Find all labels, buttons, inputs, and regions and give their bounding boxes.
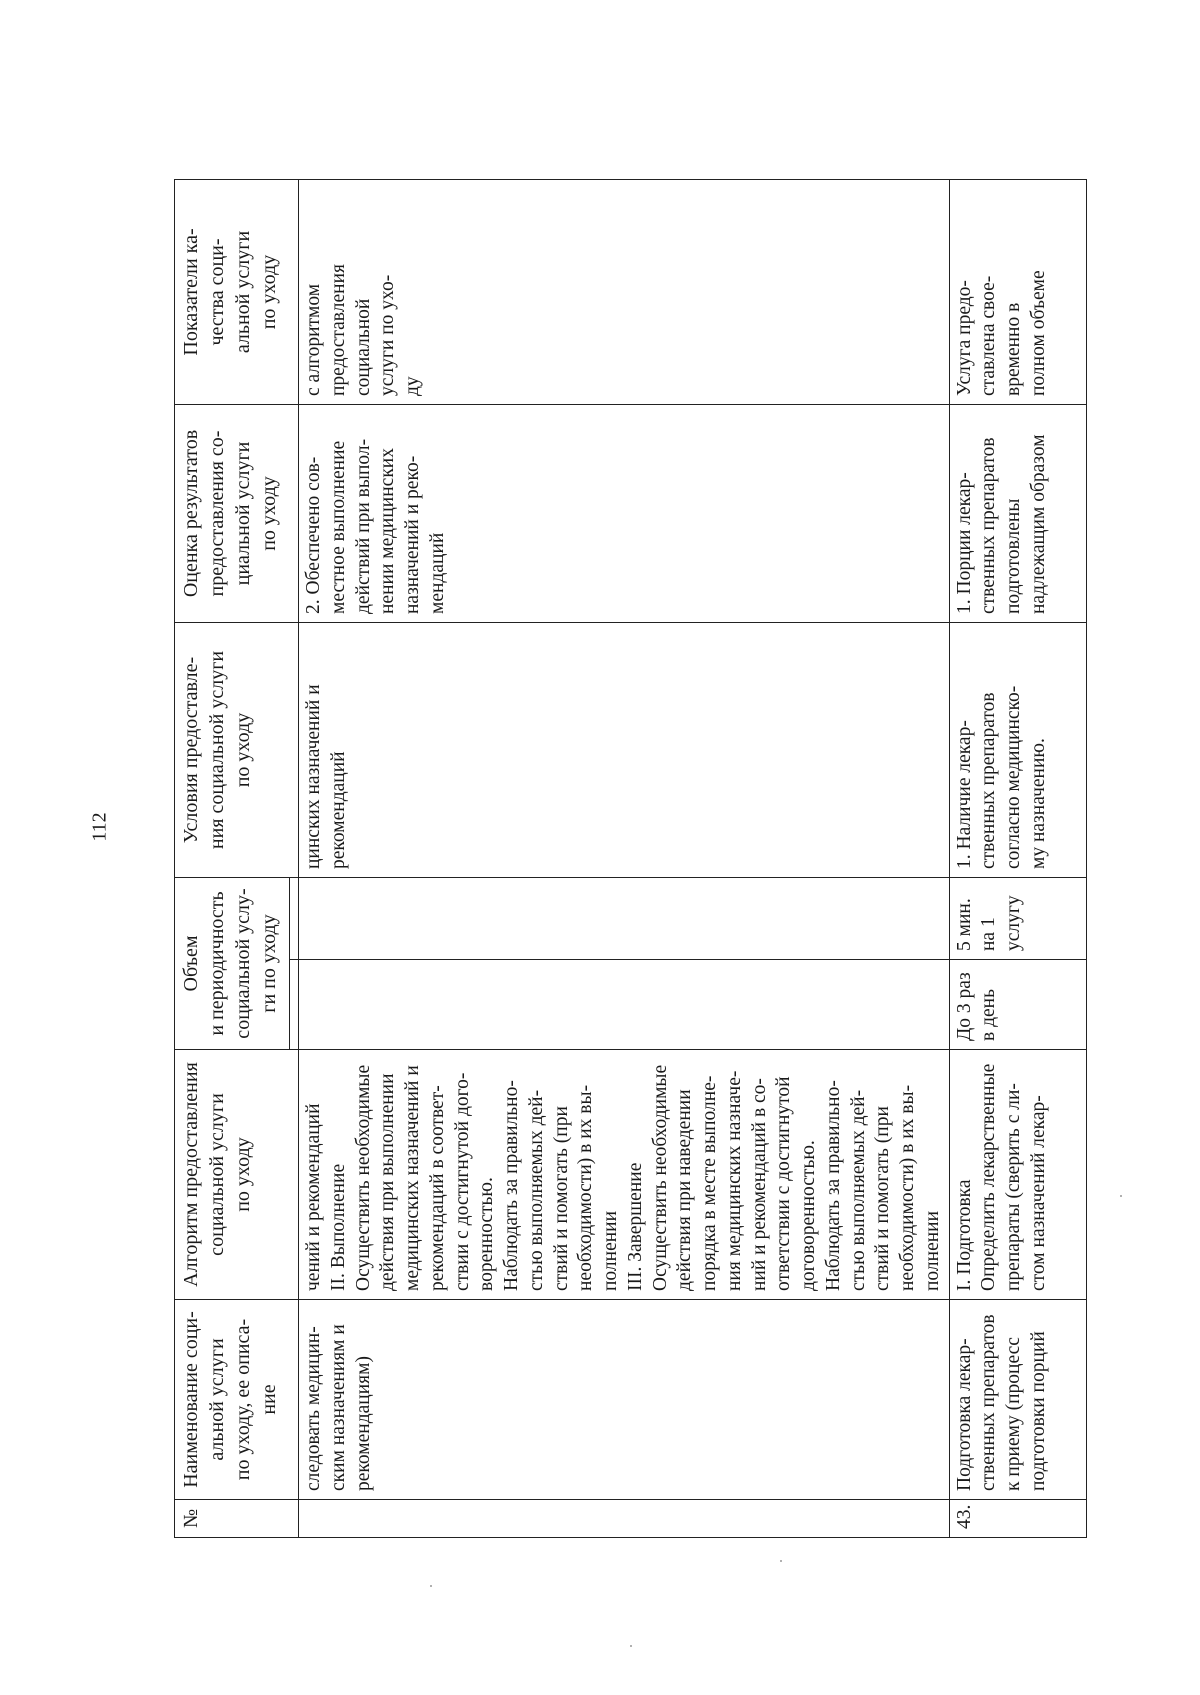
text-line: договоренностью. [798, 1140, 819, 1291]
text-line: циальной услуги [232, 441, 254, 586]
text-line: на 1 [978, 917, 1000, 951]
text-line: стом назначений лекар- [1027, 1095, 1049, 1291]
text-line: по уходу [258, 476, 280, 551]
text-line: альной услуги [232, 230, 254, 354]
text-line: с алгоритмом [303, 283, 324, 396]
cell-results [299, 405, 950, 623]
text-line: социальной [352, 298, 374, 396]
text-line: стью выполняемых дей- [525, 1089, 547, 1291]
text-line: действия при наведении [674, 1089, 696, 1291]
text-line: ственных препаратов [978, 1314, 1000, 1491]
cell-quality [949, 180, 1086, 405]
service-table [174, 179, 1087, 1538]
text-line: услугу [1003, 895, 1024, 951]
header-results [175, 405, 299, 623]
text-line: подготовки порций [1027, 1331, 1049, 1491]
text-line: надлежащим образом [1027, 434, 1049, 614]
header-quality [175, 180, 299, 405]
text-line: временно в [1003, 302, 1024, 396]
page-number: 112 [88, 812, 111, 842]
text-line: ния социальной услуги [206, 650, 228, 850]
text-line: 1. Порции лекар- [953, 472, 975, 614]
text-line: ги по уходу [258, 914, 280, 1013]
text-line: 43. [953, 1504, 975, 1529]
text-line: ставлена свое- [978, 275, 1000, 396]
text-line: Наблюдать за правильно- [501, 1080, 522, 1291]
text-line: ствии с достигнутой дого- [451, 1072, 473, 1291]
text-line: До 3 раз [953, 972, 975, 1041]
text-line: услуги по ухо- [377, 274, 399, 396]
cell-num [299, 1500, 950, 1538]
text-line: ственных препаратов [978, 437, 1000, 614]
text-line: Осуществить необходимые [352, 1064, 374, 1291]
text-line: Определить лекарственные [978, 1063, 1000, 1291]
text-line: медицинских назначений и [402, 1065, 423, 1291]
table-row-continued [299, 180, 950, 1538]
text-line: стью выполняемых дей- [847, 1089, 869, 1291]
text-line: и периодичность [206, 891, 228, 1036]
scan-speck [780, 1560, 782, 1562]
text-line: Алгоритм предоставления [180, 1062, 202, 1287]
text-line: Наблюдать за правильно- [822, 1080, 844, 1291]
scan-speck [430, 1585, 432, 1587]
cell-num [949, 1500, 1086, 1538]
scan-speck [630, 1645, 632, 1647]
text-line: нении медицинских [377, 448, 399, 614]
text-line: 5 мин. [953, 898, 975, 951]
text-line: воренностью. [476, 1177, 498, 1291]
text-line: Осуществить необходимые [649, 1064, 671, 1291]
cell-conditions [299, 623, 950, 878]
text-line: порядка в месте выполне- [699, 1075, 720, 1291]
text-line: ду [402, 376, 423, 396]
text-line: по уходу [232, 712, 254, 788]
cell-algorithm [299, 1050, 950, 1300]
text-line: ответствии с достигнутой [773, 1076, 795, 1291]
header-algorithm [175, 1050, 299, 1300]
text-line: Оценка результатов [180, 429, 202, 598]
header-row [175, 180, 290, 1538]
cell-volume-a [299, 960, 950, 1050]
text-line: I. Подготовка [953, 1179, 975, 1291]
text-line: ствий и помогать (при [872, 1106, 894, 1291]
text-line: действия при выполнении [377, 1073, 399, 1291]
volume-subheader-b [290, 878, 299, 960]
text-line: чений и рекомендаций [303, 1103, 324, 1291]
text-line: му назначению. [1027, 738, 1049, 869]
text-line: ния медицинских назначе- [723, 1070, 745, 1291]
cell-results [949, 405, 1086, 623]
cell-quality [299, 180, 950, 405]
scan-speck [1120, 1195, 1122, 1197]
text-line: по уходу [232, 1137, 254, 1212]
text-line: рекомендациям) [352, 1356, 374, 1491]
text-line: 1. Наличие лекар- [953, 720, 975, 869]
text-line: II. Выполнение [327, 1163, 349, 1291]
text-line: альной услуги [206, 1338, 228, 1461]
volume-subheader-a [290, 960, 299, 1050]
table-row-43 [949, 180, 1086, 1538]
text-line: в день [978, 989, 1000, 1041]
text-line: социальной услуги [206, 1093, 228, 1256]
header-name [175, 1300, 299, 1500]
text-line: социальной услу- [232, 888, 254, 1039]
text-line: предоставления [327, 264, 349, 396]
text-line: № [180, 1508, 202, 1529]
cell-volume-b [949, 878, 1086, 960]
text-line: полнении [600, 1210, 621, 1291]
header-conditions [175, 623, 299, 878]
text-line: необходимости) в их вы- [897, 1084, 918, 1291]
text-line: следовать медицин- [303, 1326, 324, 1491]
text-line: мендаций [426, 532, 448, 614]
text-line: ственных препаратов [978, 692, 1000, 869]
text-line: Услуга предо- [953, 280, 975, 396]
text-line: рекомендаций [327, 751, 349, 869]
text-line: полном объеме [1027, 270, 1049, 396]
text-line: необходимости) в их вы- [575, 1084, 597, 1291]
cell-volume-b [299, 878, 950, 960]
cell-volume-a [949, 960, 1086, 1050]
text-line: местное выполнение [327, 440, 349, 614]
cell-algorithm [949, 1050, 1086, 1300]
text-line: Объем [180, 935, 202, 992]
text-line: согласно медицинско- [1003, 685, 1024, 869]
text-line: полнении [921, 1210, 943, 1291]
text-line: ние [258, 1384, 280, 1415]
text-line: действий при выпол- [352, 438, 374, 614]
text-line: назначений и реко- [402, 455, 423, 614]
header-num [175, 1500, 299, 1538]
text-line: чества соци- [206, 238, 228, 346]
text-line: 2. Обеспечено сов- [303, 456, 324, 614]
cell-name [949, 1300, 1086, 1500]
text-line: рекомендаций в соответ- [426, 1085, 448, 1291]
cell-name [299, 1300, 950, 1500]
text-line: по уходу, ее описа- [232, 1318, 254, 1481]
text-line: Наименование соци- [180, 1311, 202, 1488]
text-line: Условия предоставле- [180, 656, 202, 844]
rotated-table-stage [174, 180, 1087, 1538]
text-line: ний и рекомендаций в со- [748, 1078, 770, 1291]
header-volume [175, 878, 290, 1050]
text-line: препараты (сверить с ли- [1003, 1083, 1024, 1291]
text-line: к приему (процесс [1003, 1337, 1024, 1491]
text-line: Подготовка лекар- [953, 1338, 975, 1491]
text-line: предоставления со- [206, 430, 228, 597]
text-line: Показатели ка- [180, 228, 202, 356]
text-line: по уходу [258, 254, 280, 330]
text-line: ским назначениям и [327, 1324, 349, 1491]
text-line: цинских назначений и [303, 684, 324, 869]
cell-conditions [949, 623, 1086, 878]
text-line: ствий и помогать (при [550, 1106, 572, 1291]
text-line: подготовлены [1003, 498, 1024, 614]
text-line: III. Завершение [624, 1162, 646, 1291]
